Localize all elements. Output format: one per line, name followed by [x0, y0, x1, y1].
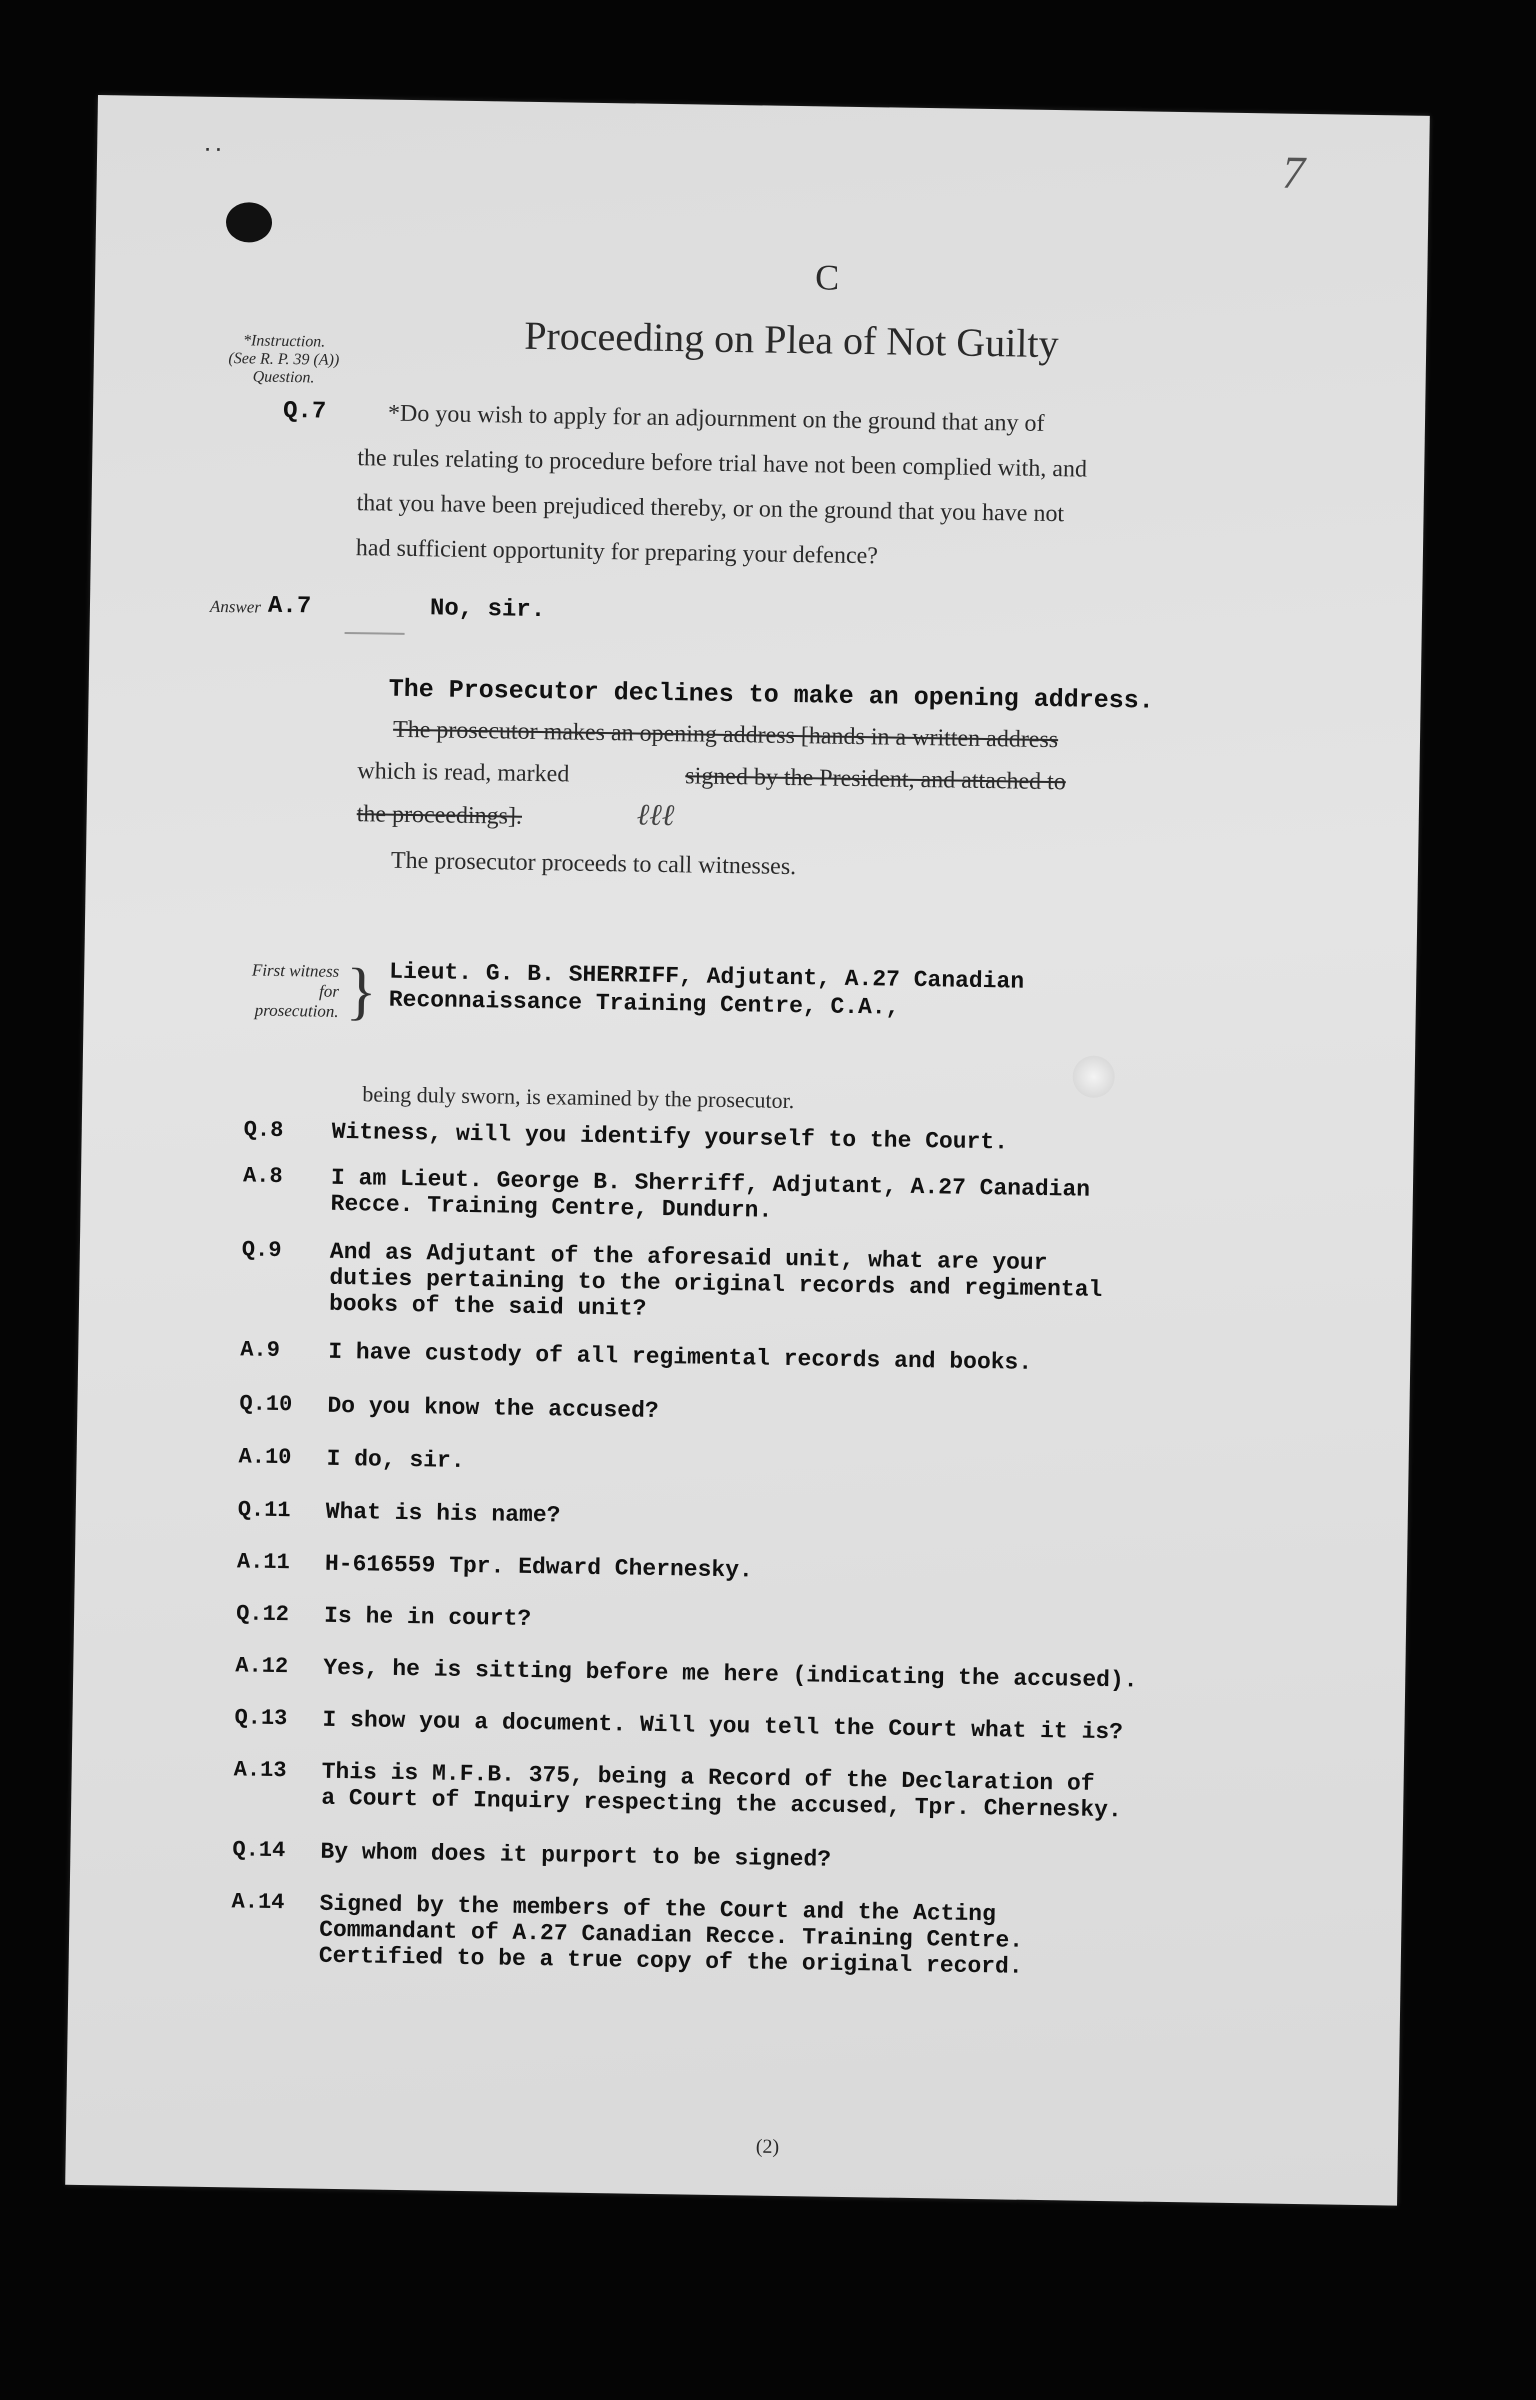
punch-hole — [226, 202, 273, 243]
qa-row — [243, 1117, 1364, 1156]
q7-label: Q.7 — [282, 397, 327, 426]
qa-row — [242, 1163, 1363, 1224]
struck-text: which is read, marked — [357, 758, 570, 788]
page-number: 7 — [1281, 146, 1306, 198]
qa-label: Q.11 — [237, 1497, 291, 1524]
divider — [345, 632, 405, 635]
struck-line: The prosecutor makes an opening address [hands in a written address — [392, 716, 1059, 754]
paper-spot — [1072, 1055, 1115, 1098]
qa-row — [236, 1549, 1357, 1584]
qa-row — [231, 1889, 1352, 1980]
q7-line: that you have been prejudiced thereby, or on the ground that you have not — [356, 490, 1065, 528]
qa-label: Q.9 — [241, 1237, 282, 1264]
handwritten-initials: ℓℓℓ — [636, 798, 675, 833]
qa-text: I do, sir. — [326, 1445, 465, 1474]
qa-text: What is his name? — [325, 1498, 561, 1529]
sworn-text: being duly sworn, is examined by the prosecutor. — [362, 1081, 795, 1114]
instruction-line: (See R. P. 39 (A)) — [228, 350, 340, 369]
qa-text: Do you know the accused? — [327, 1392, 659, 1424]
qa-text: H-616559 Tpr. Edward Chernesky. — [324, 1550, 753, 1584]
qa-text: Is he in court? — [323, 1602, 532, 1632]
a7-answer: No, sir. — [429, 595, 546, 625]
qa-row — [232, 1837, 1353, 1873]
page-title: Proceeding on Plea of Not Guilty — [523, 312, 1059, 367]
qa-text: Witness, will you identify yourself to the Court. — [331, 1118, 1009, 1156]
qa-text: I am Lieut. George B. Sherriff, Adjutant, A.27 Canadian Recce. Training Centre, Dundurn. — [330, 1164, 1091, 1224]
witness-label — [203, 960, 339, 1022]
qa-label: Q.14 — [232, 1837, 286, 1864]
qa-row — [233, 1757, 1354, 1824]
qa-text: I show you a document. Will you tell the Court what it is? — [322, 1706, 1124, 1746]
qa-label: A.10 — [238, 1444, 292, 1471]
q7-line: had sufficient opportunity for preparing your defence? — [355, 535, 879, 570]
qa-row — [239, 1391, 1360, 1424]
qa-label: Q.12 — [235, 1601, 290, 1628]
prosecutor-declines: The Prosecutor declines to make an opening address. — [388, 674, 1154, 716]
witness-label-line: for — [318, 981, 340, 1001]
brace-icon: } — [345, 955, 378, 1027]
qa-label: A.12 — [235, 1653, 289, 1680]
qa-label: A.11 — [236, 1549, 290, 1576]
qa-row — [235, 1653, 1356, 1694]
witness-label-line: prosecution. — [254, 1000, 339, 1021]
qa-label: A.14 — [231, 1889, 285, 1916]
proceeds-text: The prosecutor proceeds to call witnesses. — [390, 847, 797, 881]
qa-label: A.13 — [233, 1757, 287, 1784]
footer-page-number: (2) — [755, 2135, 780, 2158]
witness-name-line: Reconnaissance Training Centre, C.A., — [388, 986, 900, 1021]
qa-label: A.8 — [242, 1163, 283, 1190]
qa-label: Q.10 — [239, 1391, 293, 1418]
qa-label: Q.13 — [234, 1705, 288, 1732]
qa-label: Q.8 — [243, 1117, 284, 1144]
document-page — [65, 95, 1430, 2206]
witness-name — [389, 958, 1025, 1024]
qa-label: A.9 — [240, 1337, 281, 1364]
q7-line: the rules relating to procedure before trial have not been complied with, and — [357, 445, 1088, 483]
q7-line: *Do you wish to apply for an adjournment on the ground that any of — [387, 400, 1045, 437]
witness-name-line: Lieut. G. B. SHERRIFF, Adjutant, A.27 Canadian — [389, 958, 1025, 995]
qa-text: By whom does it purport to be signed? — [320, 1838, 832, 1873]
answer-prefix: Answer — [209, 596, 262, 617]
instruction-note — [208, 332, 359, 388]
instruction-line: Question. — [252, 368, 315, 387]
qa-row — [240, 1337, 1361, 1376]
corner-mark: .. — [202, 136, 224, 157]
qa-row — [235, 1601, 1356, 1632]
qa-text: And as Adjutant of the aforesaid unit, what are your duties pertaining to the original records and regimental books of the said unit? — [328, 1238, 1103, 1322]
qa-text: Yes, he is sitting before me here (indicating the accused). — [323, 1654, 1138, 1694]
a7-label: A.7 — [267, 592, 312, 621]
section-letter: C — [814, 257, 840, 298]
qa-row — [237, 1497, 1358, 1529]
qa-row — [234, 1705, 1355, 1746]
qa-row — [238, 1444, 1359, 1474]
qa-row — [241, 1237, 1362, 1322]
witness-label-line: First witness — [251, 960, 340, 981]
qa-text: This is M.F.B. 375, being a Record of the Declaration of a Court of Inquiry respecting the accused, Tpr. Chernesky. — [321, 1758, 1122, 1824]
qa-text: Signed by the members of the Court and the Acting Commandant of A.27 Canadian Recce. Training Centre. Certified to be a true copy of the original record. — [318, 1890, 1024, 1980]
qa-text: I have custody of all regimental records and books. — [328, 1338, 1033, 1376]
q7-question — [356, 391, 1239, 585]
struck-line: the proceedings]. — [356, 801, 523, 830]
struck-text: signed by the President, and attached to — [685, 763, 1067, 796]
instruction-line: *Instruction. — [242, 332, 326, 351]
